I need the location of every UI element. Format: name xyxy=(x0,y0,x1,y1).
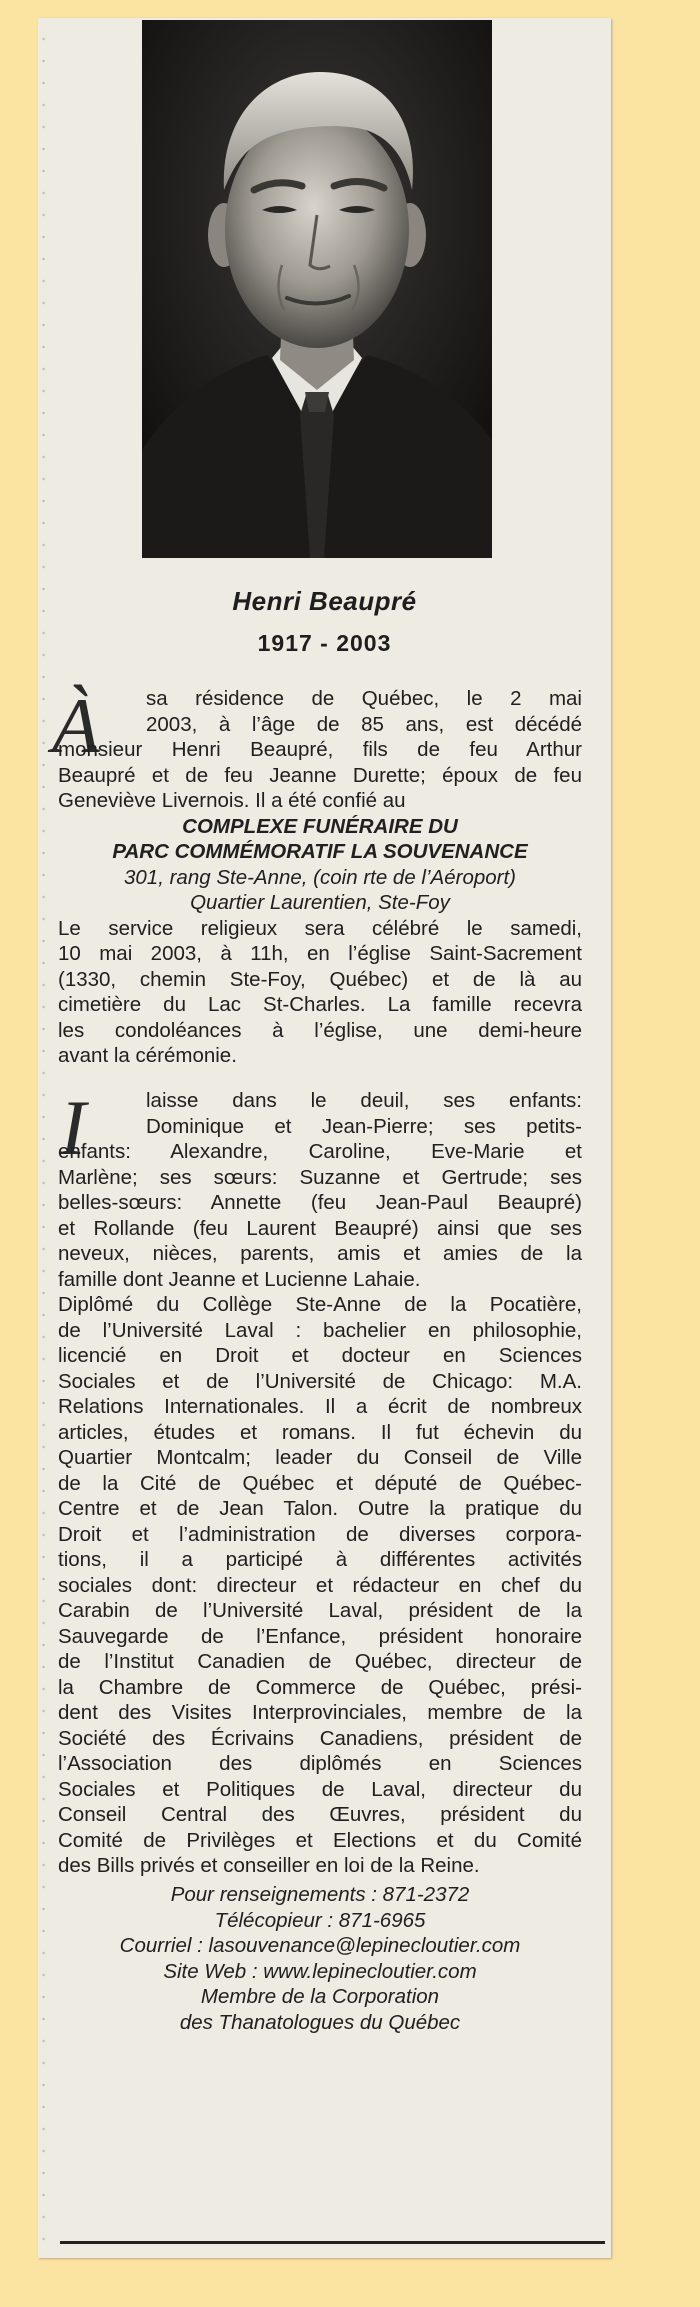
bio-line: de la Cité de Québec et député de Québec- xyxy=(58,1471,582,1495)
bio-line: Société des Écrivains Canadiens, président de xyxy=(58,1726,582,1750)
bio-line: de l’Université Laval : bachelier en philosophie, xyxy=(58,1318,582,1342)
bio-line: l’Association des diplômés en Sciences xyxy=(58,1752,582,1775)
para1-line: Beaupré et de feu Jeanne Durette; époux de feu xyxy=(58,763,582,787)
funeral-home-district: Quartier Laurentien, Ste-Foy xyxy=(190,891,450,914)
para2-line: laisse dans le deuil, ses enfants: xyxy=(146,1089,582,1112)
membership-line2: des Thanatologues du Québec xyxy=(179,2010,461,2034)
service-line: (1330, chemin Ste-Foy, Québec) et de là au xyxy=(58,967,582,991)
service-line: avant la cérémonie. xyxy=(58,1044,237,1067)
bio-line: Quartier Montcalm; leader du Conseil de Ville xyxy=(58,1446,582,1469)
service-line: 10 mai 2003, à 11h, en l’église Saint-Sacrement xyxy=(58,942,582,965)
membership-line1: Membre de la Corporation xyxy=(200,1985,440,2008)
bio-line: Conseil Central des Œuvres, président du xyxy=(58,1803,582,1826)
announcement-paragraph xyxy=(58,686,582,1069)
funeral-home-name-line2: PARC COMMÉMORATIF LA SOUVENANCE xyxy=(112,840,528,863)
para2-line: enfants: Alexandre, Caroline, Eve-Marie et xyxy=(58,1140,582,1163)
contact-block xyxy=(58,1882,582,2035)
para1-line: sa résidence de Québec, le 2 mai xyxy=(146,687,582,710)
para1-line: 2003, à l’âge de 85 ans, est décédé xyxy=(146,712,582,736)
portrait-image xyxy=(142,20,492,558)
bio-line: Sociales et de l’Université de Chicago: M.A. xyxy=(58,1369,582,1393)
funeral-home-address: 301, rang Ste-Anne, (coin rte de l’Aéroport) xyxy=(124,865,516,889)
bio-line: la Chambre de Commerce de Québec, prési- xyxy=(58,1675,582,1699)
bio-line: tions, il a participé à différentes activités xyxy=(58,1548,582,1571)
bio-line: dent des Visites Interprovinciales, membre de la xyxy=(58,1701,582,1724)
bio-line: articles, études et romans. Il fut échevin du xyxy=(58,1420,582,1444)
portrait-photo xyxy=(142,20,492,558)
bio-line: Comité de Privilèges et Elections et du Comité xyxy=(58,1828,582,1852)
bio-line: Relations Internationales. Il a écrit de nombreux xyxy=(58,1395,582,1418)
para1-line: Geneviève Livernois. Il a été confié au xyxy=(58,789,406,812)
dropcap-a: À xyxy=(52,682,100,769)
bio-line: Sociales et Politiques de Laval, directeur du xyxy=(58,1777,582,1801)
bio-line: sociales dont: directeur et rédacteur en chef du xyxy=(58,1573,582,1597)
service-line: Le service religieux sera célébré le samedi, xyxy=(58,916,582,940)
obituary-clipping xyxy=(38,18,611,2258)
service-line: cimetière du Lac St-Charles. La famille recevra xyxy=(58,993,582,1016)
para2-line: belles-sœurs: Annette (feu Jean-Paul Beaupré) xyxy=(58,1191,582,1214)
bottom-rule xyxy=(60,2241,605,2244)
biography-paragraph xyxy=(58,1292,582,1879)
family-paragraph xyxy=(58,1084,582,1292)
dropcap-i: I xyxy=(60,1084,86,1171)
bio-line: Droit et l’administration de diverses corpora- xyxy=(58,1522,582,1546)
para2-line: neveux, nièces, parents, amis et amies de la xyxy=(58,1242,582,1265)
fax-number: Télécopieur : 871-6965 xyxy=(214,1908,426,1932)
bio-line: licencié en Droit et docteur en Sciences xyxy=(58,1344,582,1367)
funeral-home-name-line1: COMPLEXE FUNÉRAIRE DU xyxy=(182,814,458,838)
para2-line: et Rollande (feu Laurent Beaupré) ainsi que ses xyxy=(58,1216,582,1240)
para2-line: Marlène; ses sœurs: Suzanne et Gertrude; ses xyxy=(58,1165,582,1189)
info-phone: Pour renseignements : 871-2372 xyxy=(170,1883,470,1906)
para2-line: famille dont Jeanne et Lucienne Lahaie. xyxy=(58,1267,421,1291)
service-line: les condoléances à l’église, une demi-heure xyxy=(58,1018,582,1042)
para1-line: monsieur Henri Beaupré, fils de feu Arthur xyxy=(58,738,582,761)
bio-line: Centre et de Jean Talon. Outre la pratique du xyxy=(58,1497,582,1520)
bio-line: de l’Institut Canadien de Québec, directeur de xyxy=(58,1650,582,1673)
bio-line: Sauvegarde de l’Enfance, président honoraire xyxy=(58,1624,582,1648)
deceased-name: Henri Beaupré xyxy=(232,586,417,616)
email-address: Courriel : lasouvenance@lepinecloutier.com xyxy=(119,1934,521,1957)
bio-line: Diplômé du Collège Ste-Anne de la Pocatière, xyxy=(58,1293,582,1316)
website: Site Web : www.lepinecloutier.com xyxy=(163,1959,477,1983)
bio-line: des Bills privés et conseiller en loi de la Reine. xyxy=(58,1854,480,1877)
bio-line: Carabin de l’Université Laval, président de la xyxy=(58,1599,582,1622)
para2-line: Dominique et Jean-Pierre; ses petits- xyxy=(146,1114,582,1138)
life-years: 1917 - 2003 xyxy=(257,630,392,656)
